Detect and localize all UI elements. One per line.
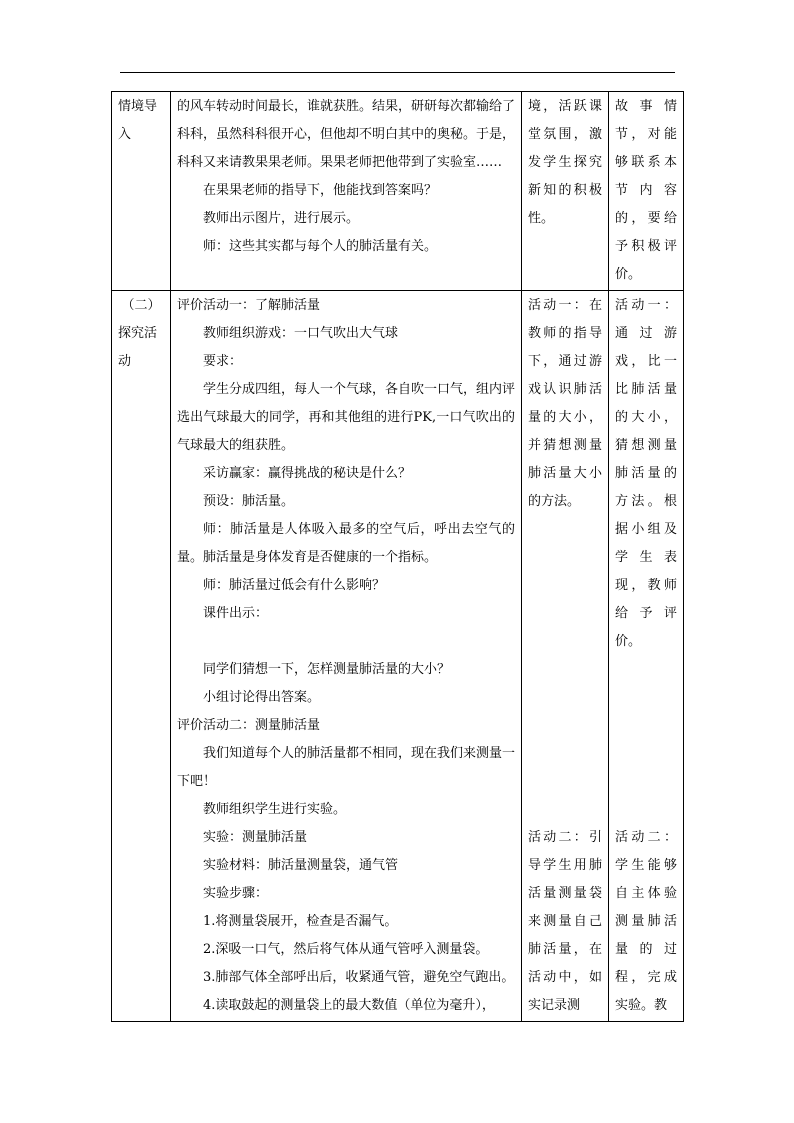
content-paragraph: 的风车转动时间最长，谁就获胜。结果，研研每次都输给了科科，虽然科科很开心，但他却不明白其中的奥秘。于是，科科又来请教果果老师。果果老师把他带到了实验室…… bbox=[177, 99, 516, 170]
content-paragraph: 师：肺活量过低会有什么影响？ bbox=[203, 578, 386, 593]
content-paragraph: 在果果老师的指导下，他能找到答案吗？ bbox=[203, 183, 438, 198]
student-activity-1: 活动一：在教师的指导下，通过游戏认识肺活量的大小，并猜想测量肺活量大小的方法。 bbox=[528, 298, 602, 509]
content-paragraph: 预设：肺活量。 bbox=[203, 494, 295, 509]
eval-cell-explore bbox=[609, 291, 684, 1022]
content-cell-intro bbox=[171, 92, 522, 291]
activity-heading: 评价活动二：测量肺活量 bbox=[177, 718, 321, 733]
content-paragraph: 实验材料：肺活量测量袋，通气管 bbox=[203, 858, 399, 873]
content-paragraph: 采访赢家：赢得挑战的秘诀是什么？ bbox=[203, 466, 412, 481]
content-cell-explore bbox=[171, 291, 522, 1022]
stage-label: 探究活动 bbox=[118, 326, 158, 369]
content-paragraph: 实验步骤： bbox=[203, 886, 269, 901]
eval-cell-intro bbox=[609, 92, 684, 291]
content-paragraph: 学生分成四组，每人一个气球，各自吹一口气，组内评选出气球最大的同学，再和其他组的进行PK,一口气吹出的气球最大的组获胜。 bbox=[177, 382, 516, 453]
content-paragraph: 4.读取鼓起的测量袋上的最大数值（单位为毫升）， bbox=[203, 998, 495, 1013]
content-paragraph: 实验：测量肺活量 bbox=[203, 830, 308, 845]
content-paragraph: 1.将测量袋展开，检查是否漏气。 bbox=[203, 914, 398, 929]
evaluation-2: 活动二：学生能够自主体验测量肺活量的过程，完成实验。教 bbox=[615, 830, 677, 1013]
stage-cell-intro bbox=[112, 92, 171, 291]
student-cell-intro bbox=[522, 92, 609, 291]
evaluation-1: 活动一：通过游戏，比一比肺活量的大小，猜想测量肺活量的方法。根据小组及学生表现，教师给予评价。 bbox=[615, 298, 677, 649]
blank-line bbox=[177, 628, 515, 656]
student-activity-text: 境，活跃课堂氛围，激发学生探究新知的积极性。 bbox=[528, 99, 602, 226]
content-paragraph: 教师组织游戏：一口气吹出大气球 bbox=[203, 326, 399, 341]
activity-heading: 评价活动一：了解肺活量 bbox=[177, 298, 321, 313]
evaluation-text: 故事情节，对能够联系本节内容的，要给予积极评价。 bbox=[615, 99, 677, 282]
content-paragraph: 师：这些其实都与每个人的肺活量有关。 bbox=[203, 239, 438, 254]
content-paragraph: 3.肺部气体全部呼出后，收紧通气管，避免空气跑出。 bbox=[203, 970, 515, 985]
content-paragraph: 同学们猜想一下，怎样测量肺活量的大小？ bbox=[203, 662, 451, 677]
content-paragraph: 教师出示图片，进行展示。 bbox=[203, 211, 360, 226]
lesson-plan-table bbox=[111, 91, 684, 1022]
content-paragraph: 我们知道每个人的肺活量都不相同，现在我们来测量一下吧！ bbox=[177, 746, 516, 789]
table-row-intro bbox=[112, 92, 684, 291]
table-row-explore bbox=[112, 291, 684, 1022]
content-paragraph: 2.深吸一口气，然后将气体从通气管呼入测量袋。 bbox=[203, 942, 489, 957]
stage-label: 情境导入 bbox=[118, 99, 158, 142]
student-activity-2: 活动二：引导学生用肺活量测量袋来测量自己肺活量，在活动中，如实记录测 bbox=[528, 830, 602, 1013]
content-paragraph: 要求： bbox=[203, 354, 243, 369]
stage-number: （二） bbox=[121, 298, 161, 313]
content-paragraph: 课件出示： bbox=[203, 606, 269, 621]
student-cell-explore bbox=[522, 291, 609, 1022]
content-paragraph: 教师组织学生进行实验。 bbox=[203, 802, 347, 817]
content-paragraph: 小组讨论得出答案。 bbox=[203, 690, 321, 705]
header-rule bbox=[120, 72, 675, 73]
stage-cell-explore bbox=[112, 291, 171, 1022]
content-paragraph: 师：肺活量是人体吸入最多的空气后，呼出去空气的量。肺活量是身体发育是否健康的一个指标。 bbox=[177, 522, 515, 565]
